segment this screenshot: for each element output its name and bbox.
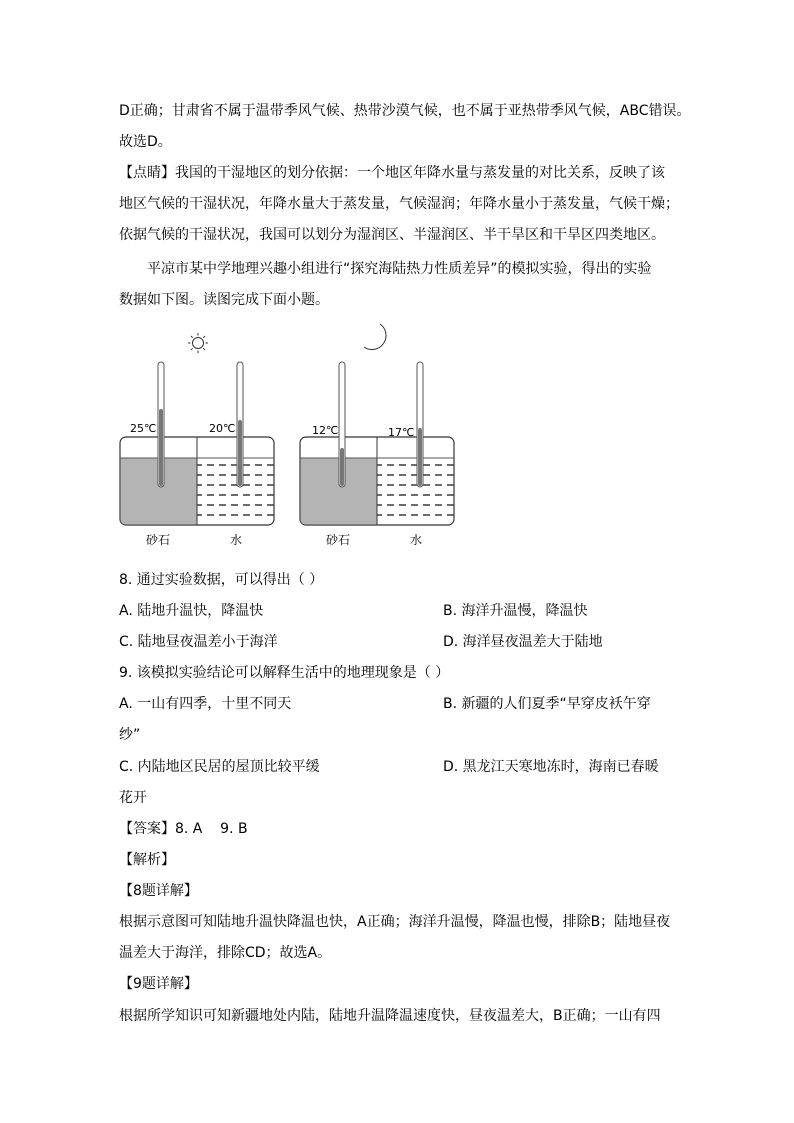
day-water: [197, 458, 273, 524]
question-8-option-a: A. 陆地升温快，降温快: [119, 603, 264, 619]
night-water: [377, 458, 453, 524]
question-9-option-b-cont: 纱”: [119, 727, 141, 743]
stem-line-1: 平凉市某中学地理兴趣小组进行“探究海陆热力性质差异”的模拟实验，得出的实验: [147, 261, 652, 277]
moon-icon: [364, 324, 386, 350]
answer-label: 【答案】8. A 9. B: [119, 821, 248, 837]
day-setup: [120, 362, 274, 547]
q9-detail-line-1: 根据所学知识可知新疆地处内陆，陆地升温降温速度快，昼夜温差大，B正确；一山有四: [119, 1008, 661, 1024]
q8-detail-heading: 【8题详解】: [119, 883, 198, 899]
sun-icon: [188, 333, 208, 353]
question-8-stem: 8. 通过实验数据，可以得出（ ）: [119, 572, 324, 588]
question-9-option-a: A. 一山有四季，十里不同天: [119, 696, 292, 712]
intro-line-1: D正确；甘肃省不属于温带季风气候、热带沙漠气候，也不属于亚热带季风气候，ABC错误。: [119, 103, 691, 119]
day-sand-label: 砂石: [146, 533, 171, 547]
note-line-3: 依据气候的干湿状况，我国可以划分为湿润区、半湿润区、半干旱区和干旱区四类地区。: [119, 227, 665, 243]
stem-line-2: 数据如下图。读图完成下面小题。: [119, 292, 329, 308]
question-8-option-d: D. 海洋昼夜温差大于陆地: [443, 634, 603, 650]
night-water-label: 水: [410, 533, 423, 547]
night-setup: [300, 362, 454, 547]
note-line-1: 【点睛】我国的干湿地区的划分依据：一个地区年降水量与蒸发量的对比关系，反映了该: [119, 165, 665, 181]
night-water-temp: 17℃: [388, 426, 415, 439]
question-9-option-d-cont: 花开: [119, 790, 147, 806]
question-9-stem: 9. 该模拟实验结论可以解释生活中的地理现象是（ ）: [119, 665, 450, 681]
night-sand-temp: 12℃: [312, 424, 339, 437]
question-9-option-c: C. 内陆地区民居的屋顶比较平缓: [119, 759, 320, 775]
intro-line-2: 故选D。: [119, 134, 172, 150]
question-8-option-b: B. 海洋升温慢，降温快: [443, 603, 588, 619]
day-sand-temp: 25℃: [130, 422, 157, 435]
experiment-figure: [110, 320, 470, 550]
note-line-2: 地区气候的干湿状况，年降水量大于蒸发量，气候湿润；年降水量小于蒸发量，气候干燥；: [119, 196, 679, 212]
q8-detail-line-2: 温差大于海洋，排除CD；故选A。: [119, 945, 332, 961]
night-sand-label: 砂石: [326, 533, 351, 547]
q9-detail-heading: 【9题详解】: [119, 976, 198, 992]
question-9-option-d: D. 黑龙江天寒地冻时，海南已春暖: [443, 759, 659, 775]
q8-detail-line-1: 根据示意图可知陆地升温快降温也快，A正确；海洋升温慢，降温也慢，排除B；陆地昼夜: [119, 914, 671, 930]
analysis-heading: 【解析】: [119, 852, 175, 868]
question-9-option-b: B. 新疆的人们夏季“早穿皮袄午穿: [443, 696, 651, 712]
question-8-option-c: C. 陆地昼夜温差小于海洋: [119, 634, 278, 650]
day-water-temp: 20℃: [209, 422, 236, 435]
day-water-label: 水: [230, 533, 243, 547]
